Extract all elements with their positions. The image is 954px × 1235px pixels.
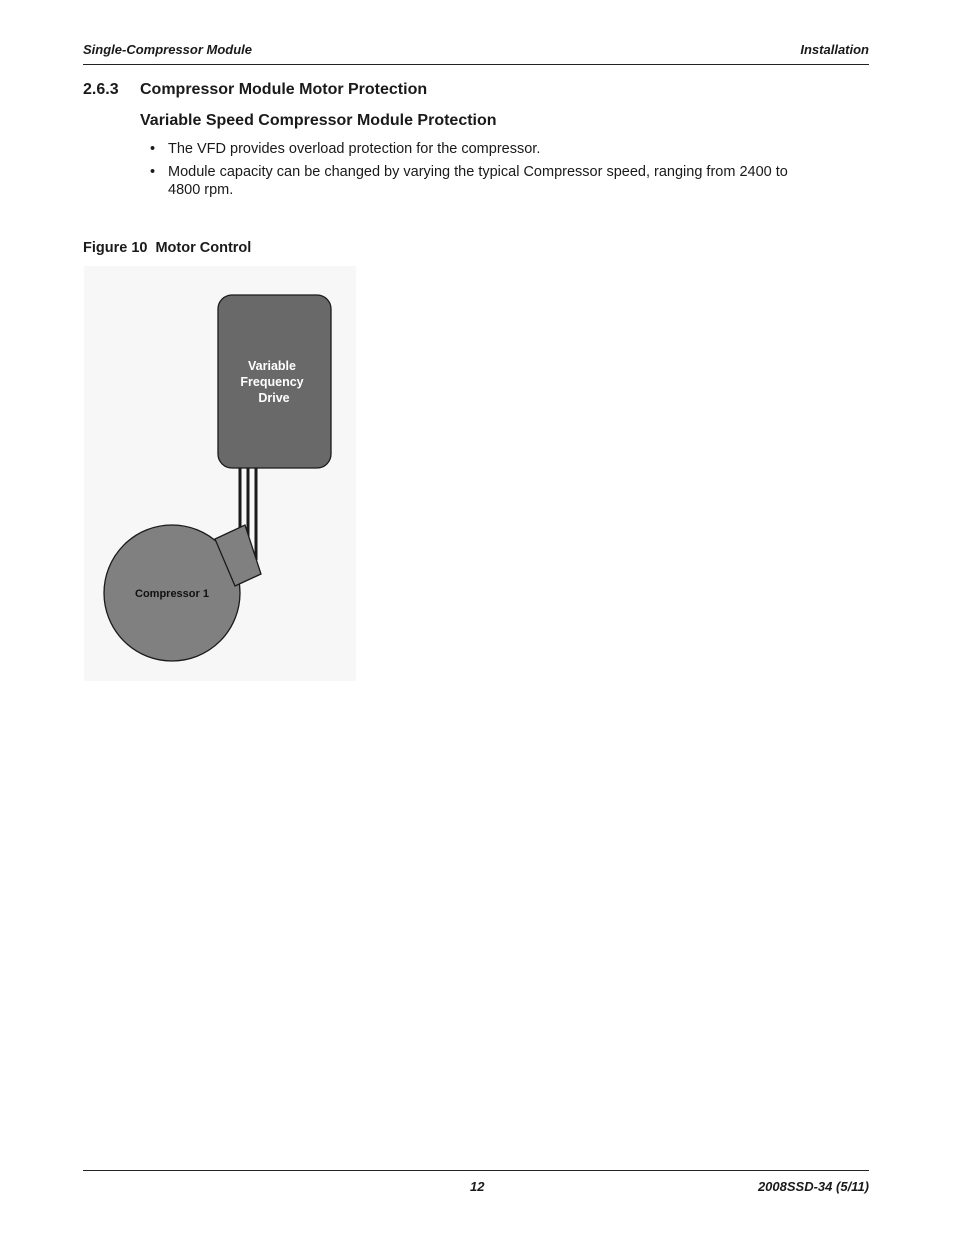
figure-title: Motor Control	[155, 240, 252, 256]
bullet-list	[140, 140, 800, 204]
compressor-label: Compressor 1	[135, 588, 209, 600]
page-number: 12	[470, 1179, 485, 1194]
section-number: 2.6.3	[83, 81, 119, 98]
motor-control-diagram	[84, 266, 356, 681]
list-item	[140, 163, 800, 199]
subsection-heading: Variable Speed Compressor Module Protection	[140, 112, 497, 129]
running-header-section: Installation	[800, 42, 869, 57]
vfd-label-line: Variable	[248, 359, 296, 373]
bullet-glyph: •	[150, 164, 156, 180]
bullet-text: Module capacity can be changed by varying the typical Compressor speed, ranging from 2400 to 4800 rpm.	[168, 164, 788, 198]
vfd-label-line: Frequency	[240, 375, 304, 389]
figure-caption	[83, 240, 251, 256]
list-item	[140, 140, 800, 158]
footer-rule	[83, 1170, 869, 1171]
document-id: 2008SSD-34 (5/11)	[757, 1179, 869, 1194]
vfd-label-line: Drive	[258, 391, 290, 405]
header-rule	[83, 64, 869, 65]
diagram-canvas	[84, 266, 356, 681]
section-title: Compressor Module Motor Protection	[140, 81, 428, 98]
figure-label: Figure 10	[83, 240, 148, 256]
bullet-text: The VFD provides overload protection for the compressor.	[168, 141, 541, 157]
running-header-title: Single-Compressor Module	[83, 42, 253, 57]
bullet-glyph: •	[150, 141, 156, 157]
